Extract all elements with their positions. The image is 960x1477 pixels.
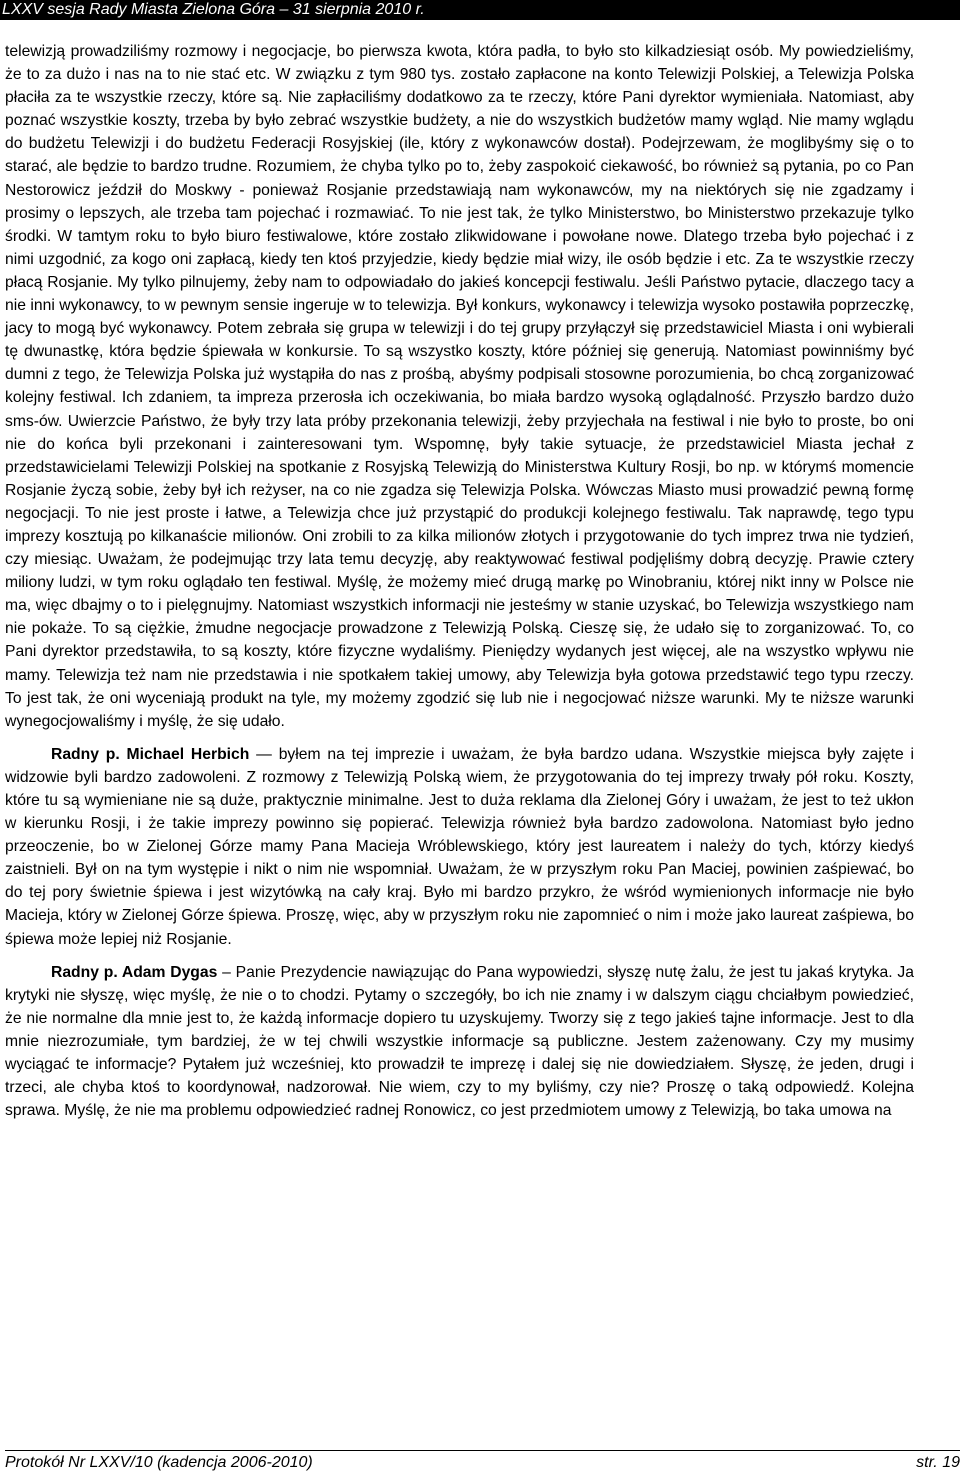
speech-text: Panie Prezydencie nawiązując do Pana wypowiedzi, słyszę nutę żalu, że jest tu jakaś krytyka. Ja krytyki nie słyszę, więc myślę, że nie o to chodzi. Pytamy o szczegóły, bo ich nie znamy i w dalszym ciągu chciałbym powiedzieć, że nie normalne dla mnie jest to, że każdą informacje dopiero tu uzyskujemy. Tworzy się z tego jakieś tajne informacje. Jest to dla mnie niezrozumiałe, tym bardziej, że w tej chwili wszystkie informacje są publiczne. Jestem zażenowany. Czy my musimy wyciągać te informacje? Pytałem już wcześniej, kto prowadził te imprezę i dalej się nie dowiedziałem. Słyszę, że jeden, drugi i trzeci, ale chyba ktoś to koordynował, nadzorował. Nie wiem, czy to my byliśmy, czy nie? Proszę o taką odpowiedź. Kolejna sprawa. Myślę, że nie ma problemu odpowiedzieć radnej Ronowicz, co jest przedmiotem umowy z Telewizją, bo taka umowa na: [5, 963, 914, 1120]
page-header: [0, 0, 960, 20]
paragraph-dygas: Radny p. Adam Dygas – Panie Prezydencie nawiązując do Pana wypowiedzi, słyszę nutę żalu, że jest tu jakaś krytyka. Ja krytyki nie słyszę, więc myślę, że nie o to chodzi. Pytamy o szczegóły, bo ich nie znamy i w dalszym ciągu chciałbym powiedzieć, że nie normalne dla mnie jest to, że każdą informacje dopiero tu uzyskujemy. Tworzy się z tego jakieś tajne informacje. Jest to dla mnie niezrozumiałe, tym bardziej, że w tej chwili wszystkie informacje są publiczne. Jestem zażenowany. Czy my musimy wyciągać te informacje? Pytałem już wcześniej, kto prowadził te imprezę i dalej się nie dowiedziałem. Słyszę, że jeden, drugi i trzeci, ale chyba ktoś to koordynował, nadzorował. Nie wiem, czy to my byliśmy, czy nie? Proszę o taką odpowiedź. Kolejna sprawa. Myślę, że nie ma problemu odpowiedzieć radnej Ronowicz, co jest przedmiotem umowy z Telewizją, bo taka umowa na: [5, 963, 914, 1120]
speaker-name: Radny p. Michael Herbich: [51, 745, 250, 763]
page-number: str. 19: [916, 1454, 960, 1471]
footer-divider: [5, 1450, 960, 1451]
paragraph-continuation: telewizją prowadziliśmy rozmowy i negocjacje, bo pierwsza kwota, która padła, to było sto kilkadziesiąt osób. My powiedzieliśmy, że to za dużo i nas na to nie stać etc. W związku z tym 980 tys. zostało zapłacone na konto Telewizji Polskiej, a Telewizja Polska płaciła za te wszystkie rzeczy, które są. Nie zapłaciliśmy dodatkowo za te rzeczy, które Pani dyrektor wymieniała. Natomiast, aby poznać wszystkie koszty, trzeba by było zebrać wszystkie budżety, a nie do wszystkich budżetów mamy wgląd. Nie mamy wglądu do budżetu Telewizji i do budżetu Federacji Rosyjskiej (ile, który z wykonawców dostał). Podejrzewam, że moglibyśmy się o to starać, ale będzie to bardzo trudne. Rozumiem, że chyba tylko po to, żeby zaspokoić ciekawość, bo również są pytania, po co Pan Nestorowicz jeździł do Moskwy - ponieważ Rosjanie przedstawiają nam wykonawców, my na niektórych się nie zgadzamy i prosimy o lepszych, ale trzeba tam pojechać i rozmawiać. To nie jest tak, że tylko Ministerstwo, bo Ministerstwo przekazuje tylko środki. W tamtym roku to było biuro festiwalowe, które zostało zlikwidowane i powołane nowe. Dlatego trzeba było pojechać i z nimi uzgodnić, za kogo oni zapłacą, kiedy ten ktoś przyjedzie, kiedy będzie miał wizy, ile osób będzie i etc. Za te wszystkie rzeczy płacą Rosjanie. My tylko pilnujemy, żeby nam to odpowiadało do jakieś koncepcji festiwalu. Jeśli Państwo pytacie, dlaczego tacy a nie inni wykonawcy, to w pewnym sensie ingeruje w to telewizja. Był konkurs, wykonawcy i telewizja wysoko postawiła poprzeczkę, jacy to mogą być wykonawcy. Potem zebrała się grupa w telewizji i do tej grupy przyłączył się przedstawiciel Miasta i oni wybierali tę dwunastkę, która będzie śpiewała w konkursie. To są wszystko koszty, które później się generują. Natomiast powinniśmy być dumni z tego, że Telewizja Polska już wystąpiła do nas z prośbą, abyśmy podpisali stosowne porozumienia, bo chcą zorganizować kolejny festiwal. Ich zdaniem, ta impreza przerosła ich oczekiwania, bo miała bardzo wysoką oglądalność. Przyszło bardzo dużo sms-ów. Uwierzcie Państwo, że były trzy lata próby przekonania telewizji, żeby przyjechała na festiwal i nie było to proste, bo oni nie do końca byli przekonani i zainteresowani tym. Wspomnę, były takie sytuacje, że przedstawiciel Miasta jechał z przedstawicielami Telewizji Polskiej na spotkanie z Rosyjską Telewizją do Ministerstwa Kultury Rosji, bo np. w którymś momencie Rosjanie życzą sobie, żeby był ich reżyser, na co nie zgadza się Telewizja Polska. Wówczas Miasto musi prowadzić pewną formę negocjacji. To nie jest proste i łatwe, a Telewizja chce już przystąpić do produkcji kolejnego festiwalu. Tak naprawdę, tego typu imprezy kosztują po kilkanaście milionów. Oni zrobili to za kilka milionów złotych i przygotowanie do tych imprez trwa nie tydzień, czy miesiąc. Uważam, że podejmując trzy lata temu decyzję, aby reaktywować festiwal podjęliśmy dobrą decyzję. Prawie cztery miliony ludzi, w tym roku oglądało ten festiwal. Myślę, że możemy mieć drugą markę po Winobraniu, której nikt inny w Polsce nie ma, więc dbajmy o to i pielęgnujmy. Natomiast wszystkich informacji nie jesteśmy w stanie uzyskać, bo Telewizja wszystkiego nam nie pokaże. To są ciężkie, żmudne negocjacje prowadzone z Telewizją Polską. Cieszę się, że udało się to zorganizować. To, co Pani dyrektor przedstawiła, to są koszty, które fizyczne wydaliśmy. Pieniędzy wydanych jest więcej, ale na wszystko wpływu nie mamy. Telewizja też nam nie przedstawia i nie spotkałem takiej umowy, aby Telewizja była gotowa przedstawić tego typu rzeczy. To jest tak, że oni wyceniają produkt na tyle, my możemy zgodzić się lub nie i negocjować niższe warunki. My te niższe warunki wynegocjowaliśmy i myślę, że się udało.: [5, 43, 914, 730]
paragraph-herbich: Radny p. Michael Herbich — byłem na tej imprezie i uważam, że była bardzo udana. Wszystkie miejsca były zajęte i widzowie byli bardzo zadowoleni. Z rozmowy z Telewizją Polską wiem, że przygotowania do tej imprezy trwały pół roku. Koszty, które tu są wymieniane nie są duże, praktycznie minimalne. Jest to duża reklama dla Zielonej Góry i uważam, że jest to też ukłon w kierunku Rosji, i że takie imprezy powinno się popierać. Telewizja również była bardzo zadowolona. Natomiast było jedno przeoczenie, bo w Zielonej Górze mamy Pana Macieja Wróblewskiego, który jest laureatem i należy do tych, którzy kiedyś zaistnieli. Był on na tym występie i nikt o nim nie wspomniał. Uważam, że w przyszłym roku Pan Maciej, powinien zaśpiewać, bo do tej pory świetnie śpiewa i jest wizytówką na cały kraj. Było mi bardzo przykro, że wśród wymienionych informacje nie było Macieja, który w Zielonej Górze śpiewa. Proszę, więc, aby w przyszłym roku nie zapomnieć o nim i może jako laureat zaśpiewa, bo śpiewa może lepiej niż Rosjanie.: [5, 745, 915, 948]
page-footer: [5, 1452, 960, 1474]
header-title: LXXV sesja Rady Miasta Zielona Góra – 31 sierpnia 2010 r.: [2, 1, 425, 18]
speech-text: byłem na tej imprezie i uważam, że była bardzo udana. Wszystkie miejsca były zajęte i widzowie byli bardzo zadowoleni. Z rozmowy z Telewizją Polską wiem, że przygotowania do tej imprezy trwały pół roku. Koszty, które tu są wymieniane nie są duże, praktycznie minimalne. Jest to duża reklama dla Zielonej Góry i uważam, że jest to też ukłon w kierunku Rosji, i że takie imprezy powinno się popierać. Telewizja również była bardzo zadowolona. Natomiast było jedno przeoczenie, bo w Zielonej Górze mamy Pana Macieja Wróblewskiego, który jest laureatem i należy do tych, którzy kiedyś zaistnieli. Był on na tym występie i nikt o nim nie wspomniał. Uważam, że w przyszłym roku Pan Maciej, powinien zaśpiewać, bo do tej pory świetnie śpiewa i jest wizytówką na cały kraj. Było mi bardzo przykro, że wśród wymienionych informacje nie było Macieja, który w Zielonej Górze śpiewa. Proszę, więc, aby w przyszłym roku nie zapomnieć o nim i może jako laureat zaśpiewa, bo śpiewa może lepiej niż Rosjanie.: [5, 745, 915, 948]
document-body: [5, 40, 914, 1122]
footer-protocol-label: Protokół Nr LXXV/10 (kadencja 2006-2010): [5, 1454, 313, 1471]
speaker-name: Radny p. Adam Dygas: [51, 963, 218, 981]
